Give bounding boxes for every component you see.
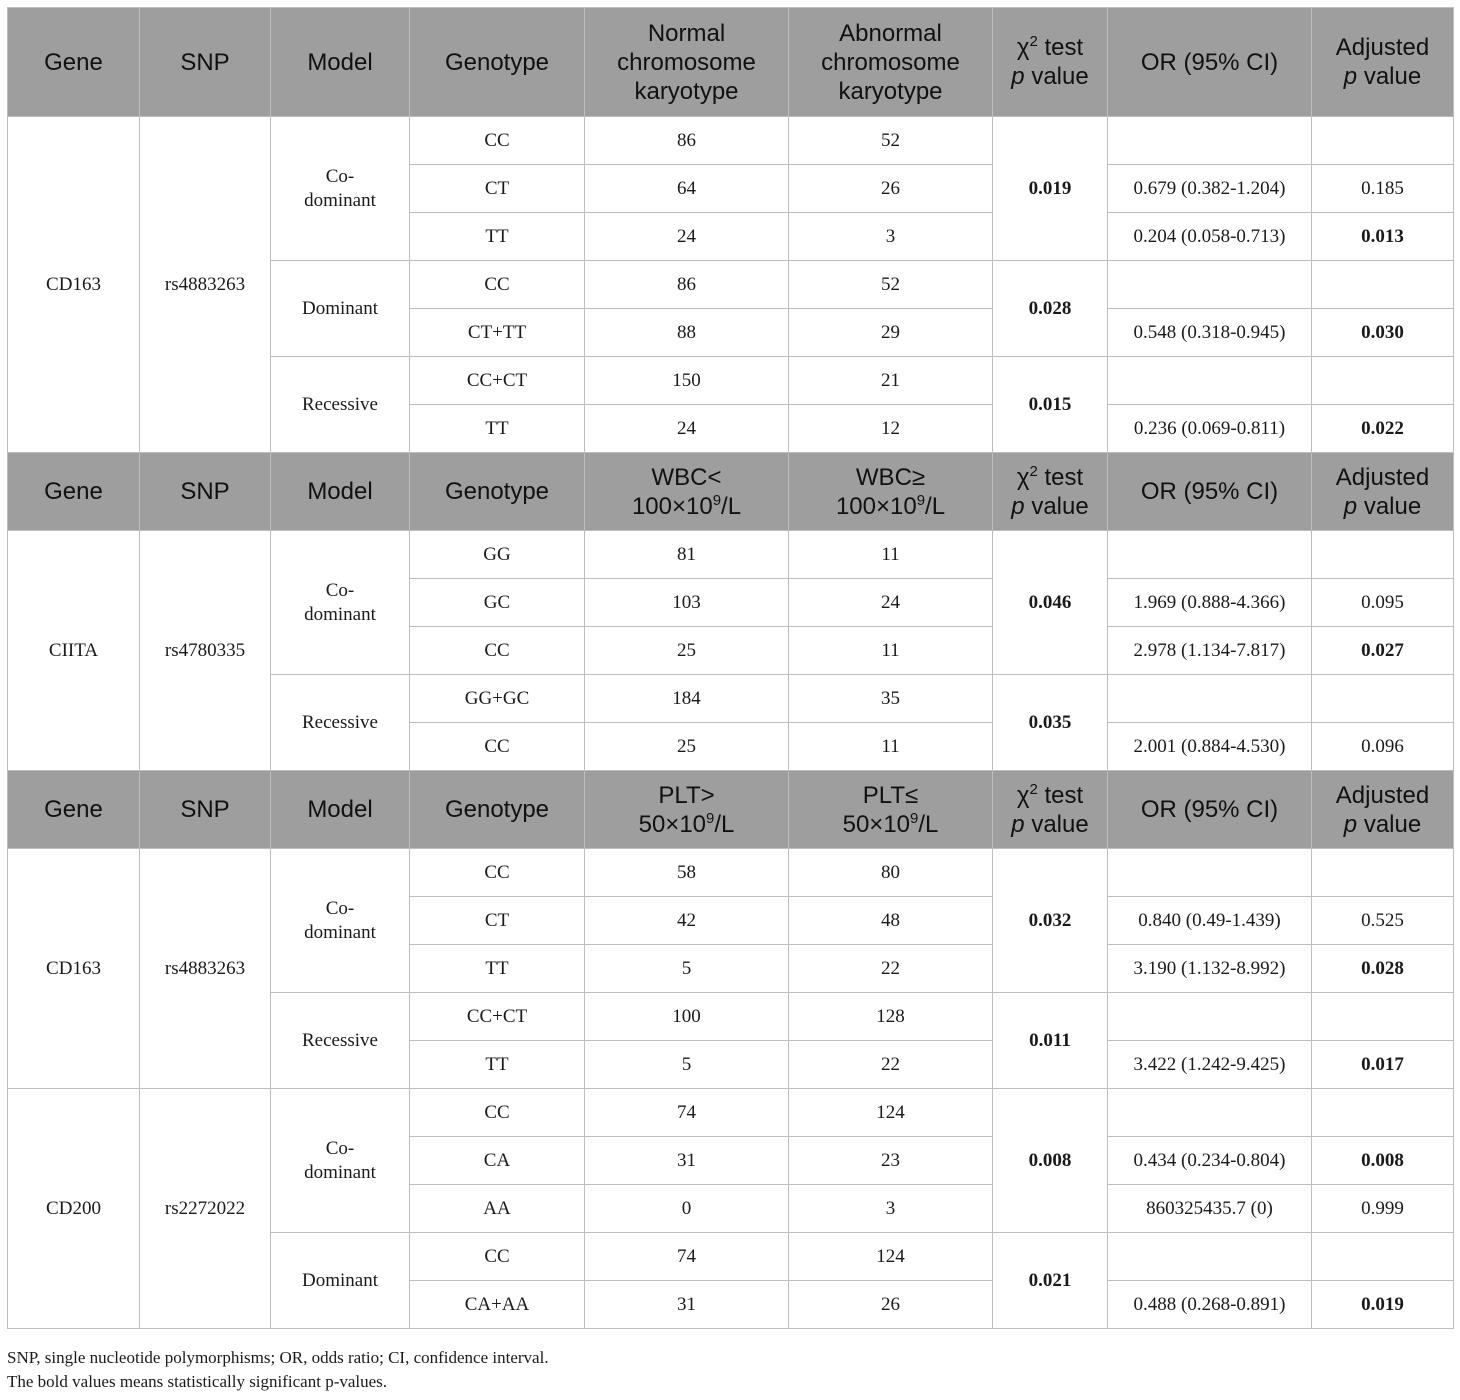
cell-group1: 184: [585, 675, 789, 723]
cell-genotype: CA+AA: [410, 1281, 585, 1329]
cell-genotype: TT: [410, 1041, 585, 1089]
cell-group2: 23: [789, 1137, 993, 1185]
cell-model: Recessive: [271, 993, 410, 1089]
results-table-container: [7, 7, 1453, 1329]
cell-group1: 74: [585, 1089, 789, 1137]
cell-model: Co- dominant: [271, 531, 410, 675]
cell-adjusted-p: [1312, 357, 1454, 405]
table-row: [8, 117, 1454, 165]
cell-or: 2.978 (1.134-7.817): [1108, 627, 1312, 675]
cell-gene: CD200: [8, 1089, 140, 1329]
cell-adjusted-p: [1312, 117, 1454, 165]
header-or: OR (95% CI): [1108, 771, 1312, 849]
cell-adjusted-p: 0.022: [1312, 405, 1454, 453]
cell-or: 3.422 (1.242-9.425): [1108, 1041, 1312, 1089]
cell-or: [1108, 993, 1312, 1041]
cell-or: [1108, 117, 1312, 165]
cell-genotype: TT: [410, 945, 585, 993]
cell-group1: 150: [585, 357, 789, 405]
header-adjusted-p: Adjusted p value: [1312, 8, 1454, 117]
header-gene: Gene: [8, 453, 140, 531]
cell-group2: 12: [789, 405, 993, 453]
cell-or: [1108, 1233, 1312, 1281]
cell-group1: 74: [585, 1233, 789, 1281]
header-group2: Abnormal chromosome karyotype: [789, 8, 993, 117]
cell-adjusted-p: [1312, 531, 1454, 579]
cell-group1: 86: [585, 117, 789, 165]
cell-adjusted-p: [1312, 993, 1454, 1041]
cell-chi-p: 0.028: [993, 261, 1108, 357]
header-or: OR (95% CI): [1108, 453, 1312, 531]
cell-chi-p: 0.011: [993, 993, 1108, 1089]
cell-group1: 5: [585, 1041, 789, 1089]
cell-group1: 103: [585, 579, 789, 627]
header-genotype: Genotype: [410, 771, 585, 849]
cell-genotype: CC: [410, 261, 585, 309]
cell-adjusted-p: 0.185: [1312, 165, 1454, 213]
cell-adjusted-p: [1312, 1233, 1454, 1281]
footnote-bold-note: The bold values means statistically significant p-values.: [7, 1372, 388, 1391]
header-adjusted-p: Adjusted p value: [1312, 453, 1454, 531]
cell-group2: 128: [789, 993, 993, 1041]
cell-or: [1108, 1089, 1312, 1137]
cell-model: Recessive: [271, 675, 410, 771]
cell-group1: 58: [585, 849, 789, 897]
cell-group2: 24: [789, 579, 993, 627]
cell-snp: rs4780335: [140, 531, 271, 771]
cell-group2: 3: [789, 1185, 993, 1233]
cell-model: Co- dominant: [271, 849, 410, 993]
cell-group2: 48: [789, 897, 993, 945]
header-group1: Normal chromosome karyotype: [585, 8, 789, 117]
cell-group2: 11: [789, 627, 993, 675]
header-snp: SNP: [140, 8, 271, 117]
cell-genotype: GG: [410, 531, 585, 579]
cell-genotype: CA: [410, 1137, 585, 1185]
cell-group2: 11: [789, 723, 993, 771]
cell-snp: rs4883263: [140, 117, 271, 453]
cell-model: Dominant: [271, 1233, 410, 1329]
cell-or: 0.840 (0.49-1.439): [1108, 897, 1312, 945]
cell-genotype: CC: [410, 723, 585, 771]
header-snp: SNP: [140, 771, 271, 849]
cell-or: [1108, 531, 1312, 579]
cell-group1: 42: [585, 897, 789, 945]
header-gene: Gene: [8, 8, 140, 117]
cell-group2: 35: [789, 675, 993, 723]
header-snp: SNP: [140, 453, 271, 531]
cell-genotype: CT: [410, 897, 585, 945]
cell-or: [1108, 261, 1312, 309]
cell-group2: 29: [789, 309, 993, 357]
cell-or: 0.679 (0.382-1.204): [1108, 165, 1312, 213]
cell-model: Co- dominant: [271, 1089, 410, 1233]
header-chi-square: $\chi^2$ test p value: [993, 771, 1108, 849]
cell-group1: 24: [585, 405, 789, 453]
table-row: [8, 1089, 1454, 1137]
cell-group1: 0: [585, 1185, 789, 1233]
cell-or: 0.434 (0.234-0.804): [1108, 1137, 1312, 1185]
cell-group2: 22: [789, 945, 993, 993]
cell-group2: 11: [789, 531, 993, 579]
cell-adjusted-p: 0.013: [1312, 213, 1454, 261]
table-footnotes: [7, 1346, 549, 1394]
cell-genotype: CC: [410, 849, 585, 897]
cell-adjusted-p: 0.096: [1312, 723, 1454, 771]
cell-group2: 3: [789, 213, 993, 261]
snp-association-table: [7, 7, 1454, 1329]
cell-chi-p: 0.046: [993, 531, 1108, 675]
cell-chi-p: 0.032: [993, 849, 1108, 993]
table-header-row: [8, 771, 1454, 849]
cell-genotype: CT+TT: [410, 309, 585, 357]
cell-group1: 24: [585, 213, 789, 261]
cell-group1: 86: [585, 261, 789, 309]
cell-group2: 22: [789, 1041, 993, 1089]
cell-genotype: TT: [410, 213, 585, 261]
cell-or: [1108, 849, 1312, 897]
cell-gene: CIITA: [8, 531, 140, 771]
cell-adjusted-p: 0.027: [1312, 627, 1454, 675]
cell-genotype: CC: [410, 1089, 585, 1137]
table-row: [8, 849, 1454, 897]
cell-chi-p: 0.019: [993, 117, 1108, 261]
cell-model: Co- dominant: [271, 117, 410, 261]
cell-group1: 100: [585, 993, 789, 1041]
header-model: Model: [271, 8, 410, 117]
cell-or: 1.969 (0.888-4.366): [1108, 579, 1312, 627]
cell-model: Dominant: [271, 261, 410, 357]
cell-or: 0.548 (0.318-0.945): [1108, 309, 1312, 357]
cell-group2: 124: [789, 1089, 993, 1137]
cell-group2: 26: [789, 165, 993, 213]
cell-group2: 52: [789, 117, 993, 165]
cell-group1: 31: [585, 1137, 789, 1185]
cell-adjusted-p: [1312, 675, 1454, 723]
header-group2: PLT≤ $50\times 10^9/L$: [789, 771, 993, 849]
cell-chi-p: 0.035: [993, 675, 1108, 771]
cell-adjusted-p: 0.017: [1312, 1041, 1454, 1089]
cell-group1: 31: [585, 1281, 789, 1329]
cell-genotype: GG+GC: [410, 675, 585, 723]
cell-group1: 5: [585, 945, 789, 993]
header-genotype: Genotype: [410, 453, 585, 531]
cell-or: 3.190 (1.132-8.992): [1108, 945, 1312, 993]
footnote-abbreviations: SNP, single nucleotide polymorphisms; OR, odds ratio; CI, confidence interval.: [7, 1348, 549, 1367]
cell-or: 2.001 (0.884-4.530): [1108, 723, 1312, 771]
cell-or: 0.236 (0.069-0.811): [1108, 405, 1312, 453]
cell-chi-p: 0.015: [993, 357, 1108, 453]
cell-group1: 25: [585, 627, 789, 675]
cell-group2: 80: [789, 849, 993, 897]
cell-model: Recessive: [271, 357, 410, 453]
cell-adjusted-p: 0.999: [1312, 1185, 1454, 1233]
table-header-row: [8, 453, 1454, 531]
cell-adjusted-p: [1312, 849, 1454, 897]
header-model: Model: [271, 771, 410, 849]
cell-snp: rs4883263: [140, 849, 271, 1089]
cell-group1: 88: [585, 309, 789, 357]
header-group1: WBC< $100\times 10^9/L$: [585, 453, 789, 531]
cell-genotype: CC: [410, 117, 585, 165]
cell-or: 0.204 (0.058-0.713): [1108, 213, 1312, 261]
cell-group2: 21: [789, 357, 993, 405]
header-or: OR (95% CI): [1108, 8, 1312, 117]
cell-group1: 81: [585, 531, 789, 579]
cell-snp: rs2272022: [140, 1089, 271, 1329]
header-genotype: Genotype: [410, 8, 585, 117]
header-group2: WBC≥ $100\times 10^9/L$: [789, 453, 993, 531]
cell-gene: CD163: [8, 849, 140, 1089]
cell-adjusted-p: 0.030: [1312, 309, 1454, 357]
cell-adjusted-p: [1312, 261, 1454, 309]
cell-group2: 124: [789, 1233, 993, 1281]
cell-gene: CD163: [8, 117, 140, 453]
cell-genotype: CC: [410, 1233, 585, 1281]
cell-group1: 64: [585, 165, 789, 213]
cell-group2: 52: [789, 261, 993, 309]
header-chi-square: $\chi^2$ test p value: [993, 453, 1108, 531]
cell-genotype: CT: [410, 165, 585, 213]
cell-adjusted-p: 0.095: [1312, 579, 1454, 627]
cell-adjusted-p: 0.028: [1312, 945, 1454, 993]
cell-adjusted-p: [1312, 1089, 1454, 1137]
table-header-row: [8, 8, 1454, 117]
header-model: Model: [271, 453, 410, 531]
cell-adjusted-p: 0.019: [1312, 1281, 1454, 1329]
cell-group2: 26: [789, 1281, 993, 1329]
cell-genotype: CC+CT: [410, 357, 585, 405]
cell-adjusted-p: 0.525: [1312, 897, 1454, 945]
cell-or: [1108, 675, 1312, 723]
cell-genotype: CC: [410, 627, 585, 675]
header-group1: PLT> $50\times 10^9/L$: [585, 771, 789, 849]
cell-chi-p: 0.021: [993, 1233, 1108, 1329]
cell-or: 860325435.7 (0): [1108, 1185, 1312, 1233]
cell-chi-p: 0.008: [993, 1089, 1108, 1233]
cell-genotype: GC: [410, 579, 585, 627]
cell-or: [1108, 357, 1312, 405]
cell-adjusted-p: 0.008: [1312, 1137, 1454, 1185]
table-row: [8, 531, 1454, 579]
cell-genotype: TT: [410, 405, 585, 453]
cell-or: 0.488 (0.268-0.891): [1108, 1281, 1312, 1329]
header-gene: Gene: [8, 771, 140, 849]
cell-genotype: AA: [410, 1185, 585, 1233]
cell-group1: 25: [585, 723, 789, 771]
header-adjusted-p: Adjusted p value: [1312, 771, 1454, 849]
cell-genotype: CC+CT: [410, 993, 585, 1041]
header-chi-square: $\chi^2$ test p value: [993, 8, 1108, 117]
